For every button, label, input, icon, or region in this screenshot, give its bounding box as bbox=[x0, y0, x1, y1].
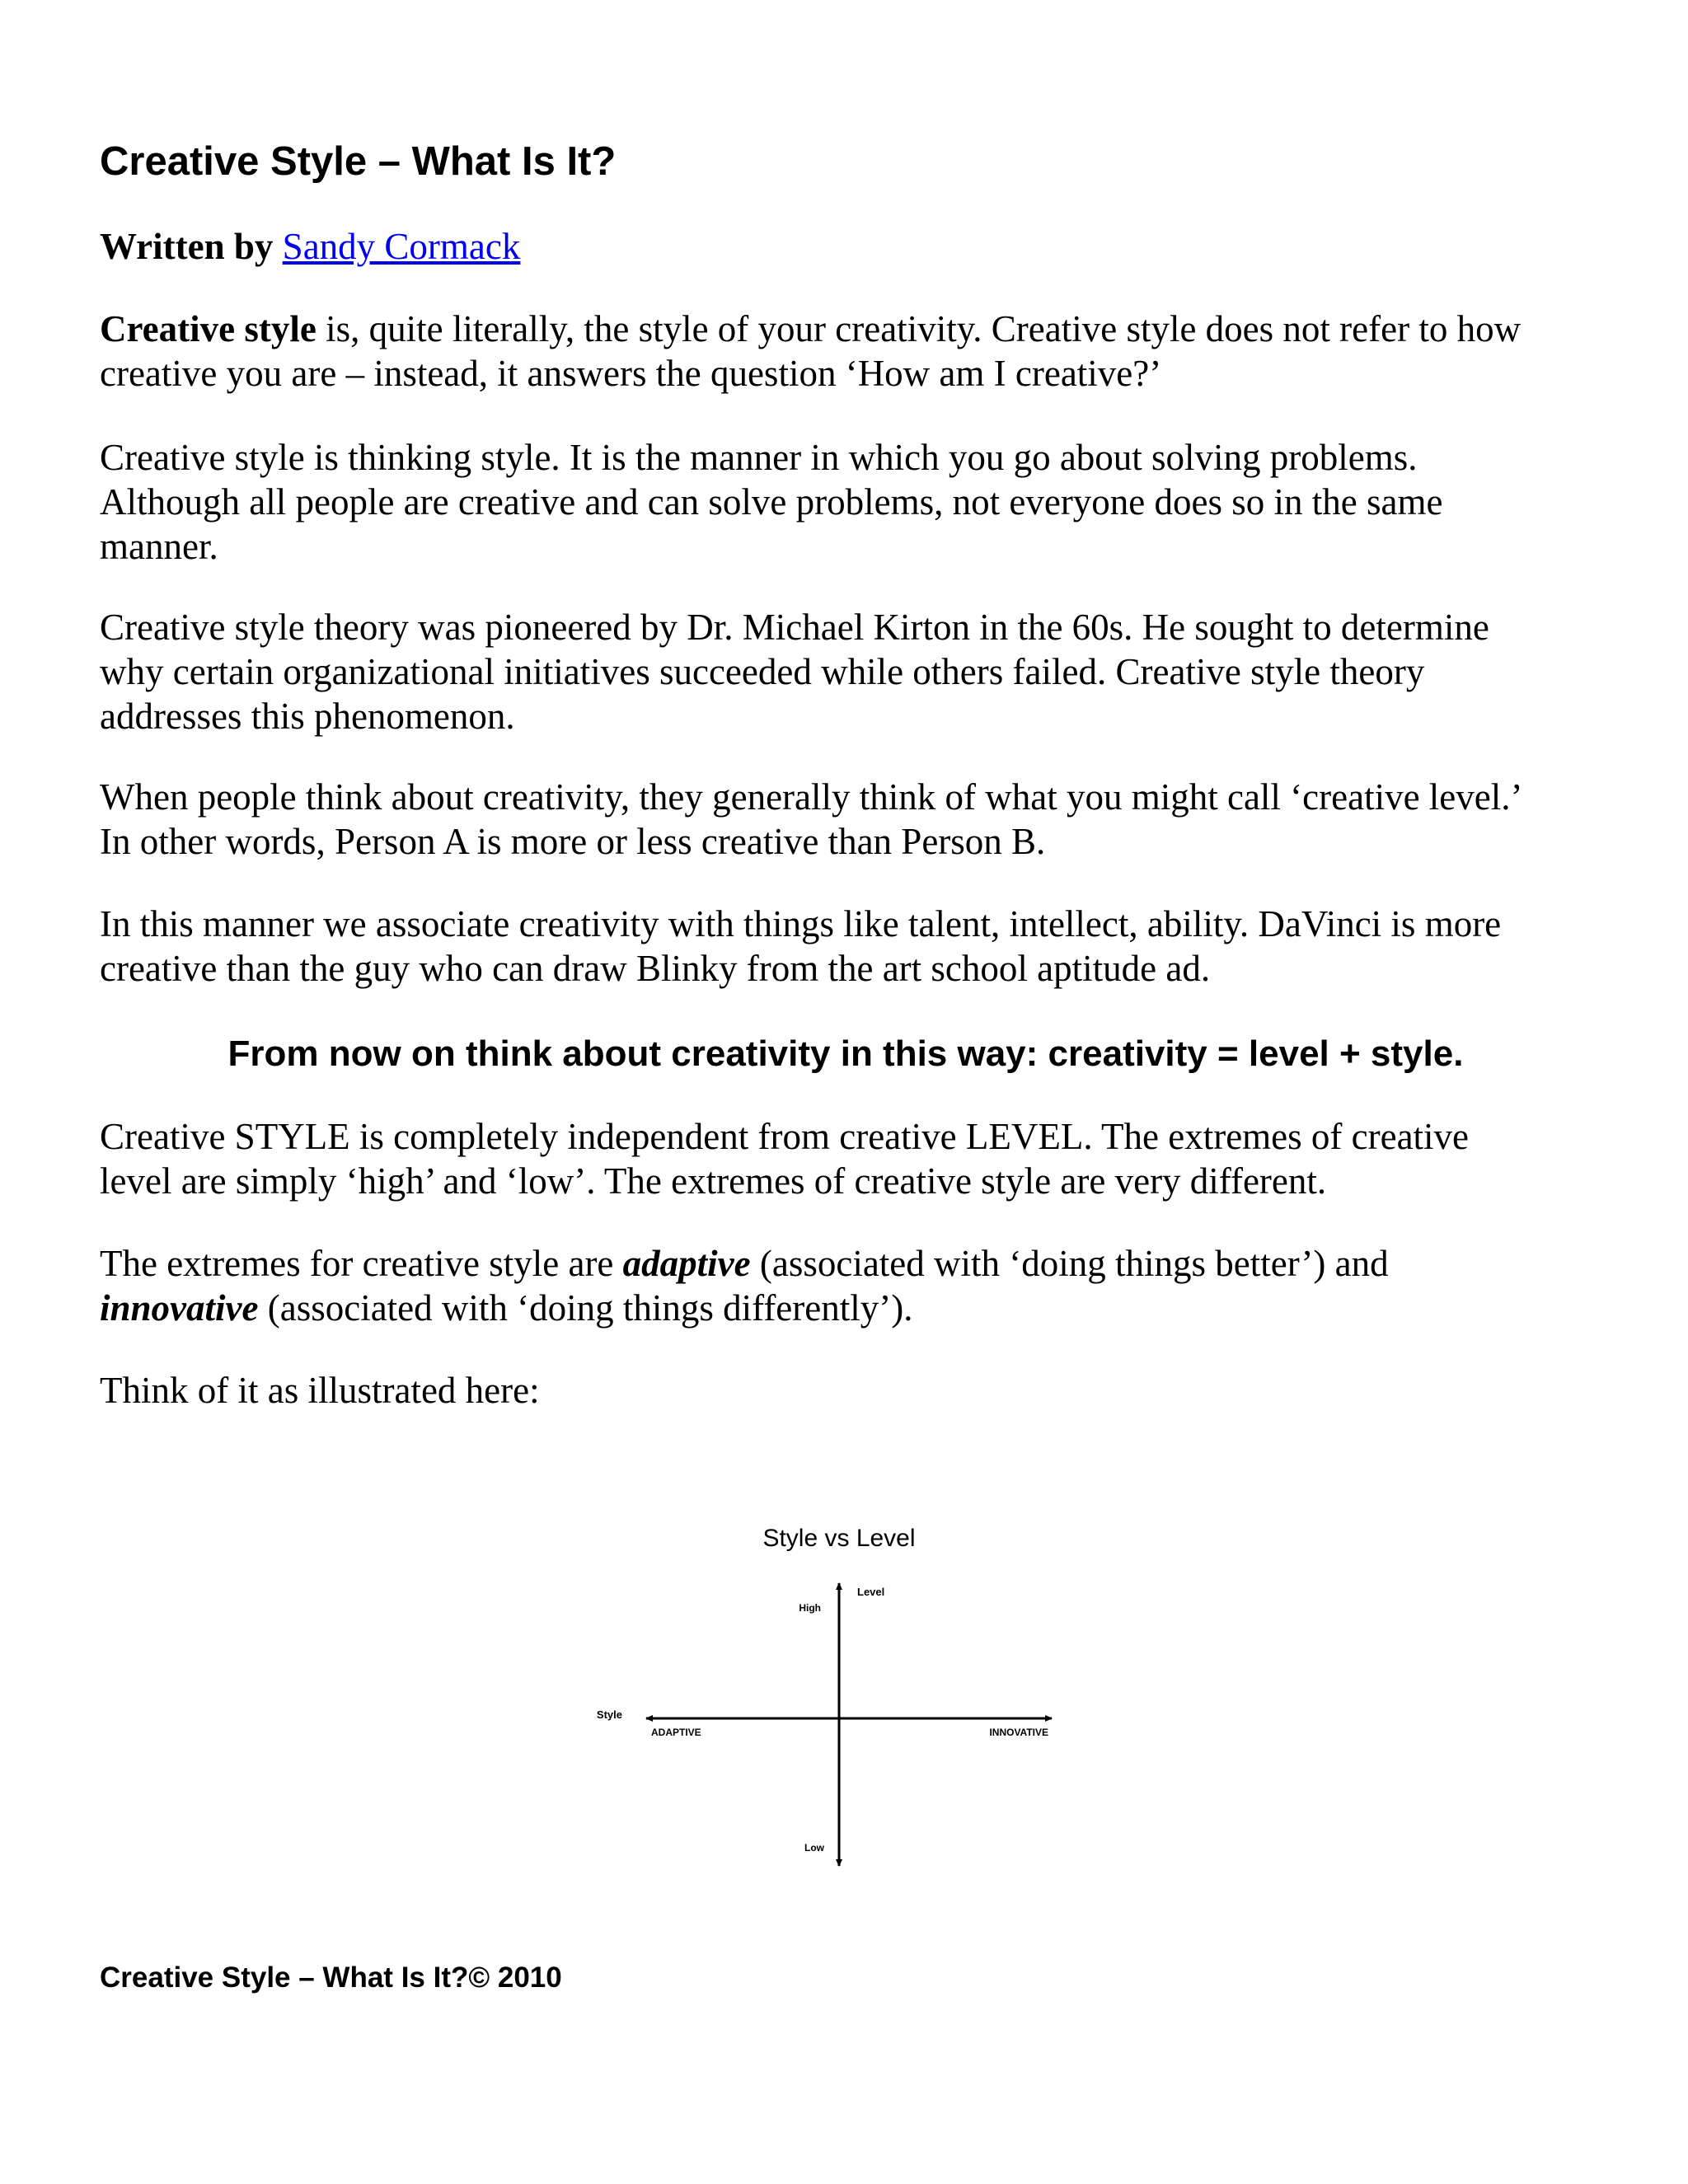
paragraph-3-line-3: addresses this phenomenon. bbox=[100, 696, 515, 737]
paragraph-2-line-3: manner. bbox=[100, 526, 218, 567]
paragraph-4-line-2: In other words, Person A is more or less creative than Person B. bbox=[100, 821, 1046, 862]
paragraph-4 bbox=[100, 775, 1592, 864]
style-adaptive-label: ADAPTIVE bbox=[651, 1727, 701, 1738]
paragraph-4-line-1: When people think about creativity, they generally think of what you might call ‘creative level.’ bbox=[100, 776, 1523, 818]
style-vs-level-diagram bbox=[577, 1516, 1088, 1879]
paragraph-5-line-1: In this manner we associate creativity with things like talent, intellect, ability. DaVinci is more bbox=[100, 903, 1502, 944]
paragraph-7 bbox=[100, 1241, 1592, 1330]
lead-term: Creative style bbox=[100, 308, 316, 349]
paragraph-8 bbox=[100, 1368, 1592, 1413]
author-link[interactable]: Sandy Cormack bbox=[282, 226, 521, 267]
paragraph-1-line-2: creative you are – instead, it answers the question ‘How am I creative?’ bbox=[100, 353, 1162, 394]
paragraph-7-line-2-post: (associated with ‘doing things differently’). bbox=[258, 1287, 913, 1329]
term-adaptive: adaptive bbox=[622, 1243, 751, 1284]
byline bbox=[100, 224, 520, 269]
key-statement: From now on think about creativity in this way: creativity = level + style. bbox=[227, 1033, 1464, 1074]
level-high-label: High bbox=[799, 1602, 821, 1614]
style-axis-label: Style bbox=[596, 1708, 622, 1721]
paragraph-5-line-2: creative than the guy who can draw Blinky from the art school aptitude ad. bbox=[100, 948, 1211, 989]
paragraph-3-line-1: Creative style theory was pioneered by Dr. Michael Kirton in the 60s. He sought to determine bbox=[100, 607, 1489, 648]
paragraph-7-line-2 bbox=[100, 1286, 1592, 1330]
document-title: Creative Style – What Is It? bbox=[100, 139, 617, 184]
paragraph-2-line-1: Creative style is thinking style. It is the manner in which you go about solving problems. bbox=[100, 437, 1418, 478]
paragraph-2 bbox=[100, 435, 1592, 569]
diagram-svg bbox=[577, 1516, 1088, 1879]
paragraph-1-line-1-text: is, quite literally, the style of your creativity. Creative style does not refer to how bbox=[316, 308, 1522, 349]
style-innovative-label: INNOVATIVE bbox=[989, 1727, 1048, 1738]
paragraph-2-line-2: Although all people are creative and can solve problems, not everyone does so in the same bbox=[100, 481, 1443, 523]
level-low-label: Low bbox=[804, 1842, 824, 1854]
paragraph-3 bbox=[100, 605, 1592, 738]
paragraph-3-line-2: why certain organizational initiatives succeeded while others failed. Creative style theory bbox=[100, 651, 1425, 692]
level-axis-label: Level bbox=[857, 1586, 885, 1598]
paragraph-6-line-2: level are simply ‘high’ and ‘low’. The extremes of creative style are very different. bbox=[100, 1160, 1327, 1202]
paragraph-7-post: (associated with ‘doing things better’) and bbox=[750, 1243, 1389, 1284]
paragraph-7-pre: The extremes for creative style are bbox=[100, 1243, 623, 1284]
term-innovative: innovative bbox=[100, 1287, 259, 1329]
paragraph-1 bbox=[100, 307, 1592, 396]
diagram-title: Style vs Level bbox=[762, 1525, 916, 1552]
paragraph-6-line-1: Creative STYLE is completely independent from creative LEVEL. The extremes of creative bbox=[100, 1116, 1470, 1157]
paragraph-7-line-1 bbox=[100, 1241, 1592, 1286]
byline-label: Written by bbox=[100, 226, 274, 267]
paragraph-1-line-1 bbox=[100, 307, 1592, 351]
paragraph-6 bbox=[100, 1114, 1592, 1203]
footer-copyright: Creative Style – What Is It?© 2010 bbox=[100, 1961, 562, 1994]
paragraph-8-line-1: Think of it as illustrated here: bbox=[100, 1370, 540, 1411]
paragraph-5 bbox=[100, 902, 1592, 991]
